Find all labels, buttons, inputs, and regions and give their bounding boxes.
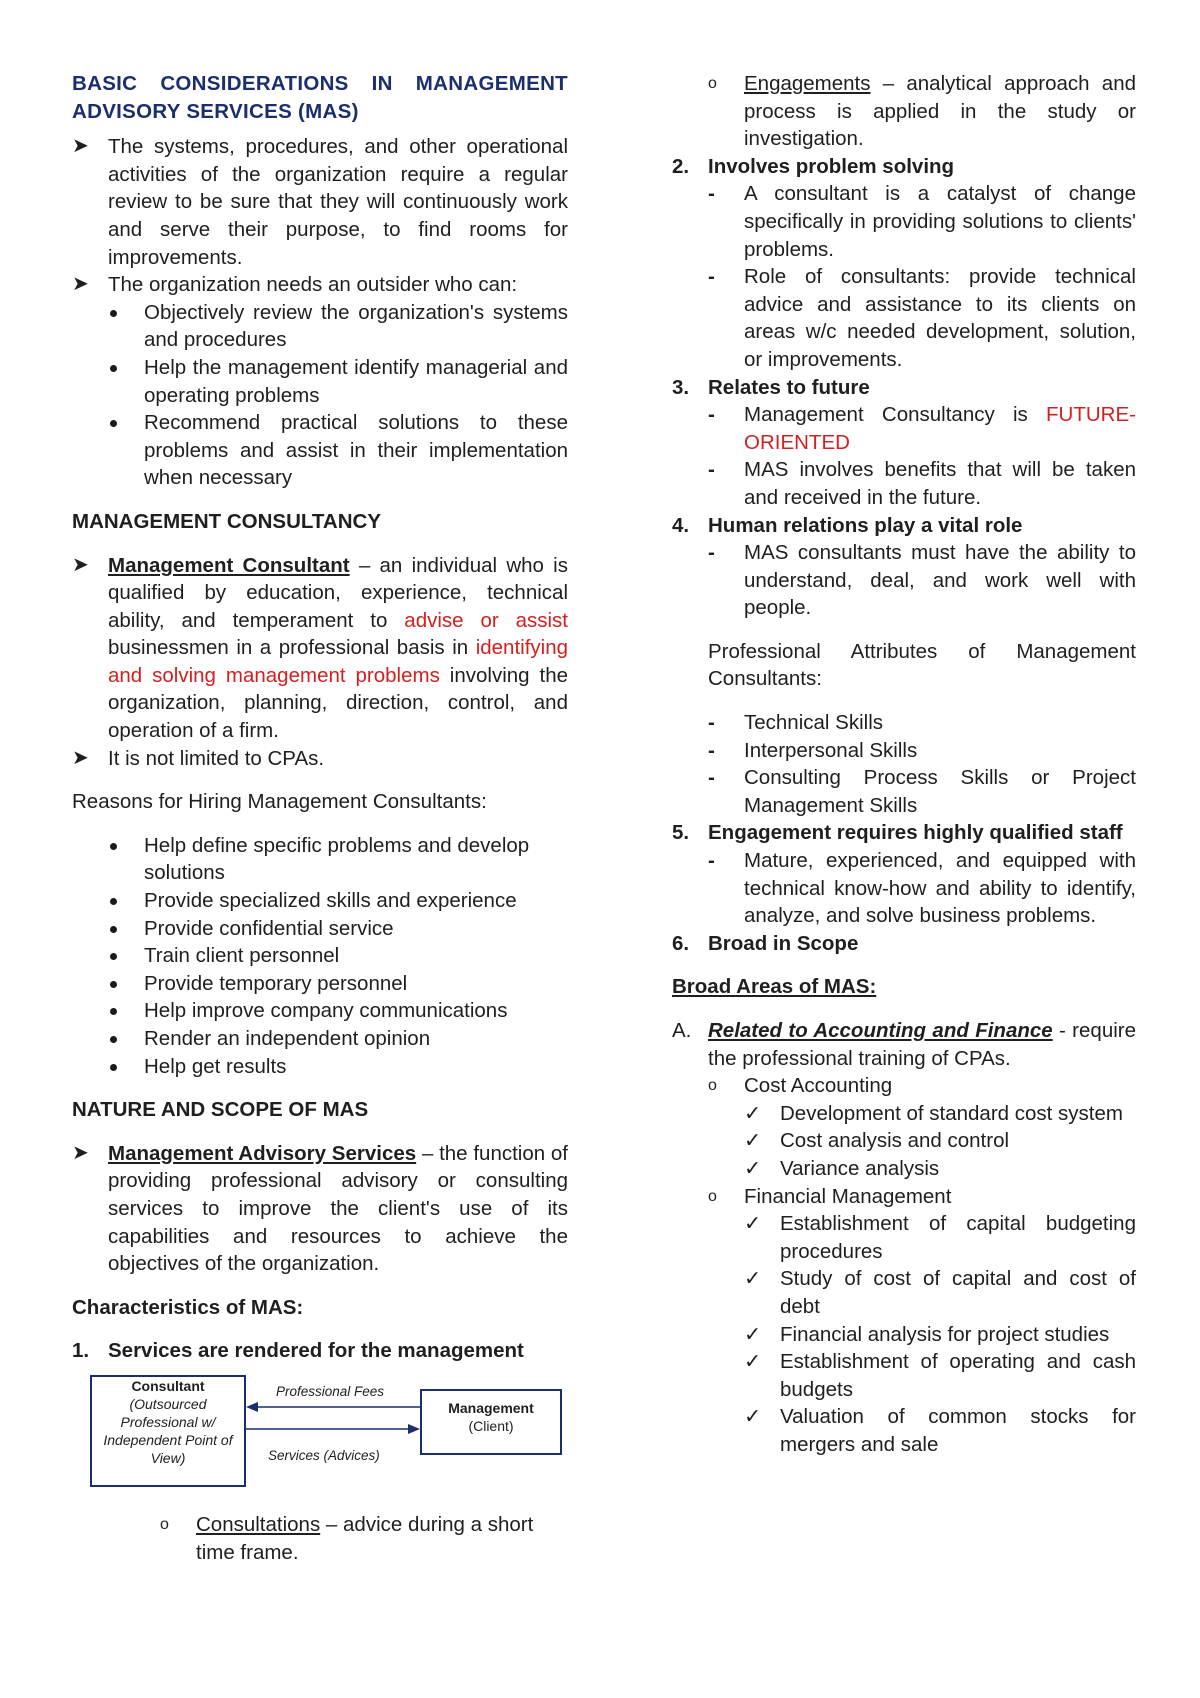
definition-mas: ➤ Management Advisory Services – the function of providing professional advisory or consulting services to improve the client's use of its capabilities and resources to achieve the objectives of the organization. <box>72 1141 569 1276</box>
list-item: Recommend practical solutions to these problems and assist in their implementation when necessary <box>72 409 568 492</box>
list-item: Objectively review the organization's systems and procedures <box>72 299 568 354</box>
check-icon: ✓ <box>744 1405 762 1429</box>
check-icon: ✓ <box>744 1350 762 1374</box>
point-item: - Role of consultants: provide technical advice and assistance to its clients on areas w/c needed development, solution, or improvements. <box>708 265 1136 371</box>
reason-item: Help get results <box>72 1053 568 1081</box>
term: Engagements <box>744 72 871 95</box>
bullet-icon <box>110 1064 117 1071</box>
check-item: ✓ Development of standard cost system <box>672 1100 1136 1128</box>
check-item: ✓ Establishment of operating and cash budgets <box>744 1350 1136 1401</box>
term: Management Advisory Services <box>108 1141 417 1165</box>
section-heading-nature-scope: NATURE AND SCOPE OF MAS <box>72 1098 369 1122</box>
arrow-bullet-icon: ➤ <box>72 1141 89 1164</box>
point-item: - A consultant is a catalyst of change specifically in providing solutions to clients' problems. <box>708 182 1136 261</box>
check-icon: ✓ <box>744 1322 762 1346</box>
bullet-icon <box>110 843 117 850</box>
fees-arrowhead-icon <box>246 1402 258 1412</box>
point-item: - Mature, experienced, and equipped with technical know-how and ability to identify, analyze, and solve business problems. <box>708 849 1136 928</box>
management-box: Management (Client) <box>420 1389 562 1455</box>
reasons-heading: Reasons for Hiring Management Consultants: <box>72 790 487 814</box>
bullet-icon <box>110 365 117 372</box>
circle-bullet-icon: o <box>708 1077 717 1095</box>
characteristic-4: 4. Human relations play a vital role <box>672 513 1023 537</box>
list-item: Help the management identify managerial and operating problems <box>72 354 568 409</box>
reason-item: Render an independent opinion <box>72 1025 568 1053</box>
consultant-box: Consultant (Outsourced Professional w/ Independent Point of View) <box>90 1375 246 1487</box>
bullet-icon <box>110 981 117 988</box>
highlight-text: identifying and solving management problems <box>108 636 568 687</box>
bullet-icon <box>110 898 117 905</box>
services-label: Services (Advices) <box>268 1447 380 1463</box>
arrow-bullet-icon: ➤ <box>72 273 89 296</box>
term: Management Consultant <box>108 553 350 577</box>
right-column <box>672 70 1136 1459</box>
bullet-icon <box>110 953 117 960</box>
check-item: ✓ Financial analysis for project studies <box>672 1321 1136 1349</box>
consultations-item: o Consultations – advice during a short time frame. <box>160 1512 534 1564</box>
reason-item: Provide confidential service <box>72 915 568 943</box>
financial-management-item: o Financial Management <box>708 1183 1136 1211</box>
arrow-bullet-icon: ➤ <box>72 553 89 576</box>
arrow-bullet-icon: ➤ <box>72 135 89 158</box>
point-item: - MAS consultants must have the ability to understand, deal, and work well with people. <box>708 541 1136 620</box>
highlight-text: FUTURE-ORIENTED <box>744 403 1136 454</box>
check-icon: ✓ <box>744 1156 762 1180</box>
services-arrowhead-icon <box>408 1424 420 1434</box>
area-a: A. Related to Accounting and Finance - require the professional training of CPAs. <box>672 1019 1136 1070</box>
check-item: ✓ Variance analysis <box>672 1155 1136 1183</box>
bullet-icon <box>110 1036 117 1043</box>
arrow-bullet-icon: ➤ <box>72 746 89 769</box>
cost-accounting-item: o Cost Accounting <box>708 1072 1136 1100</box>
attribute-item: - Technical Skills <box>708 711 883 735</box>
circle-bullet-icon: o <box>708 75 717 92</box>
reason-item: Help improve company communications <box>72 997 568 1025</box>
check-icon: ✓ <box>744 1267 762 1291</box>
bullet-icon <box>110 926 117 933</box>
attribute-item: - Interpersonal Skills <box>708 738 918 762</box>
point-item: - Management Consultancy is FUTURE-ORIENTED <box>708 403 1136 454</box>
bullet-icon <box>110 310 117 317</box>
left-column <box>72 70 568 1566</box>
attributes-heading: Professional Attributes of Management Consultants: <box>708 639 1136 691</box>
note-not-limited: ➤ It is not limited to CPAs. <box>72 745 568 773</box>
check-icon: ✓ <box>744 1101 762 1125</box>
consultant-management-diagram <box>90 1371 590 1501</box>
broad-areas-heading: Broad Areas of MAS: <box>672 975 877 999</box>
circle-bullet-icon: o <box>160 1515 169 1533</box>
reason-item: Help define specific problems and develop solutions <box>72 832 568 887</box>
fees-label: Professional Fees <box>276 1383 385 1399</box>
characteristic-3: 3. Relates to future <box>672 375 870 399</box>
reason-item: Provide specialized skills and experience <box>72 887 568 915</box>
definition-management-consultant: ➤ Management Consultant – an individual who is qualified by education, experience, technical ability, and temperament to advise or assist businessmen in a professional basis in identifying and solving management problems involving the organization, planning, direction, control, and operation of a firm. <box>72 553 568 743</box>
section-heading-management-consultancy: MANAGEMENT CONSULTANCY <box>72 509 382 533</box>
bullet-icon <box>110 1008 117 1015</box>
intro-point: ➤ The systems, procedures, and other operational activities of the organization require a regular review to be sure that they will continuously work and serve their purpose, to find rooms for improvements. <box>72 135 568 269</box>
point-item: - MAS involves benefits that will be taken and received in the future. <box>708 458 1136 509</box>
intro-point: ➤ The organization needs an outsider who can: <box>72 271 568 299</box>
term: Related to Accounting and Finance <box>708 1019 1053 1042</box>
term: Consultations <box>196 1512 321 1536</box>
check-item: ✓ Establishment of capital budgeting procedures <box>744 1212 1136 1263</box>
page-title: BASIC CONSIDERATIONS IN MANAGEMENT ADVISORY SERVICES (MAS) <box>72 72 568 123</box>
reason-item: Train client personnel <box>72 942 568 970</box>
check-item: ✓ Study of cost of capital and cost of debt <box>744 1267 1136 1318</box>
characteristic-2: 2. Involves problem solving <box>672 154 955 178</box>
check-item: ✓ Valuation of common stocks for mergers and sale <box>744 1405 1136 1456</box>
engagements-item: o Engagements – analytical approach and process is applied in the study or investigation. <box>708 72 1136 151</box>
reason-item: Provide temporary personnel <box>72 970 568 998</box>
attribute-item: - Consulting Process Skills or Project Management Skills <box>708 766 1136 817</box>
circle-bullet-icon: o <box>708 1187 717 1205</box>
characteristic-5: 5. Engagement requires highly qualified staff <box>672 821 1123 845</box>
check-item: ✓ Cost analysis and control <box>672 1127 1136 1155</box>
bullet-icon <box>110 420 117 427</box>
characteristics-heading: Characteristics of MAS: <box>72 1295 304 1319</box>
highlight-text: advise or assist <box>404 608 568 632</box>
characteristic-6: 6. Broad in Scope <box>672 931 859 955</box>
check-icon: ✓ <box>744 1129 762 1153</box>
characteristic-1: 1. Services are rendered for the management <box>72 1339 524 1363</box>
check-icon: ✓ <box>744 1212 762 1236</box>
